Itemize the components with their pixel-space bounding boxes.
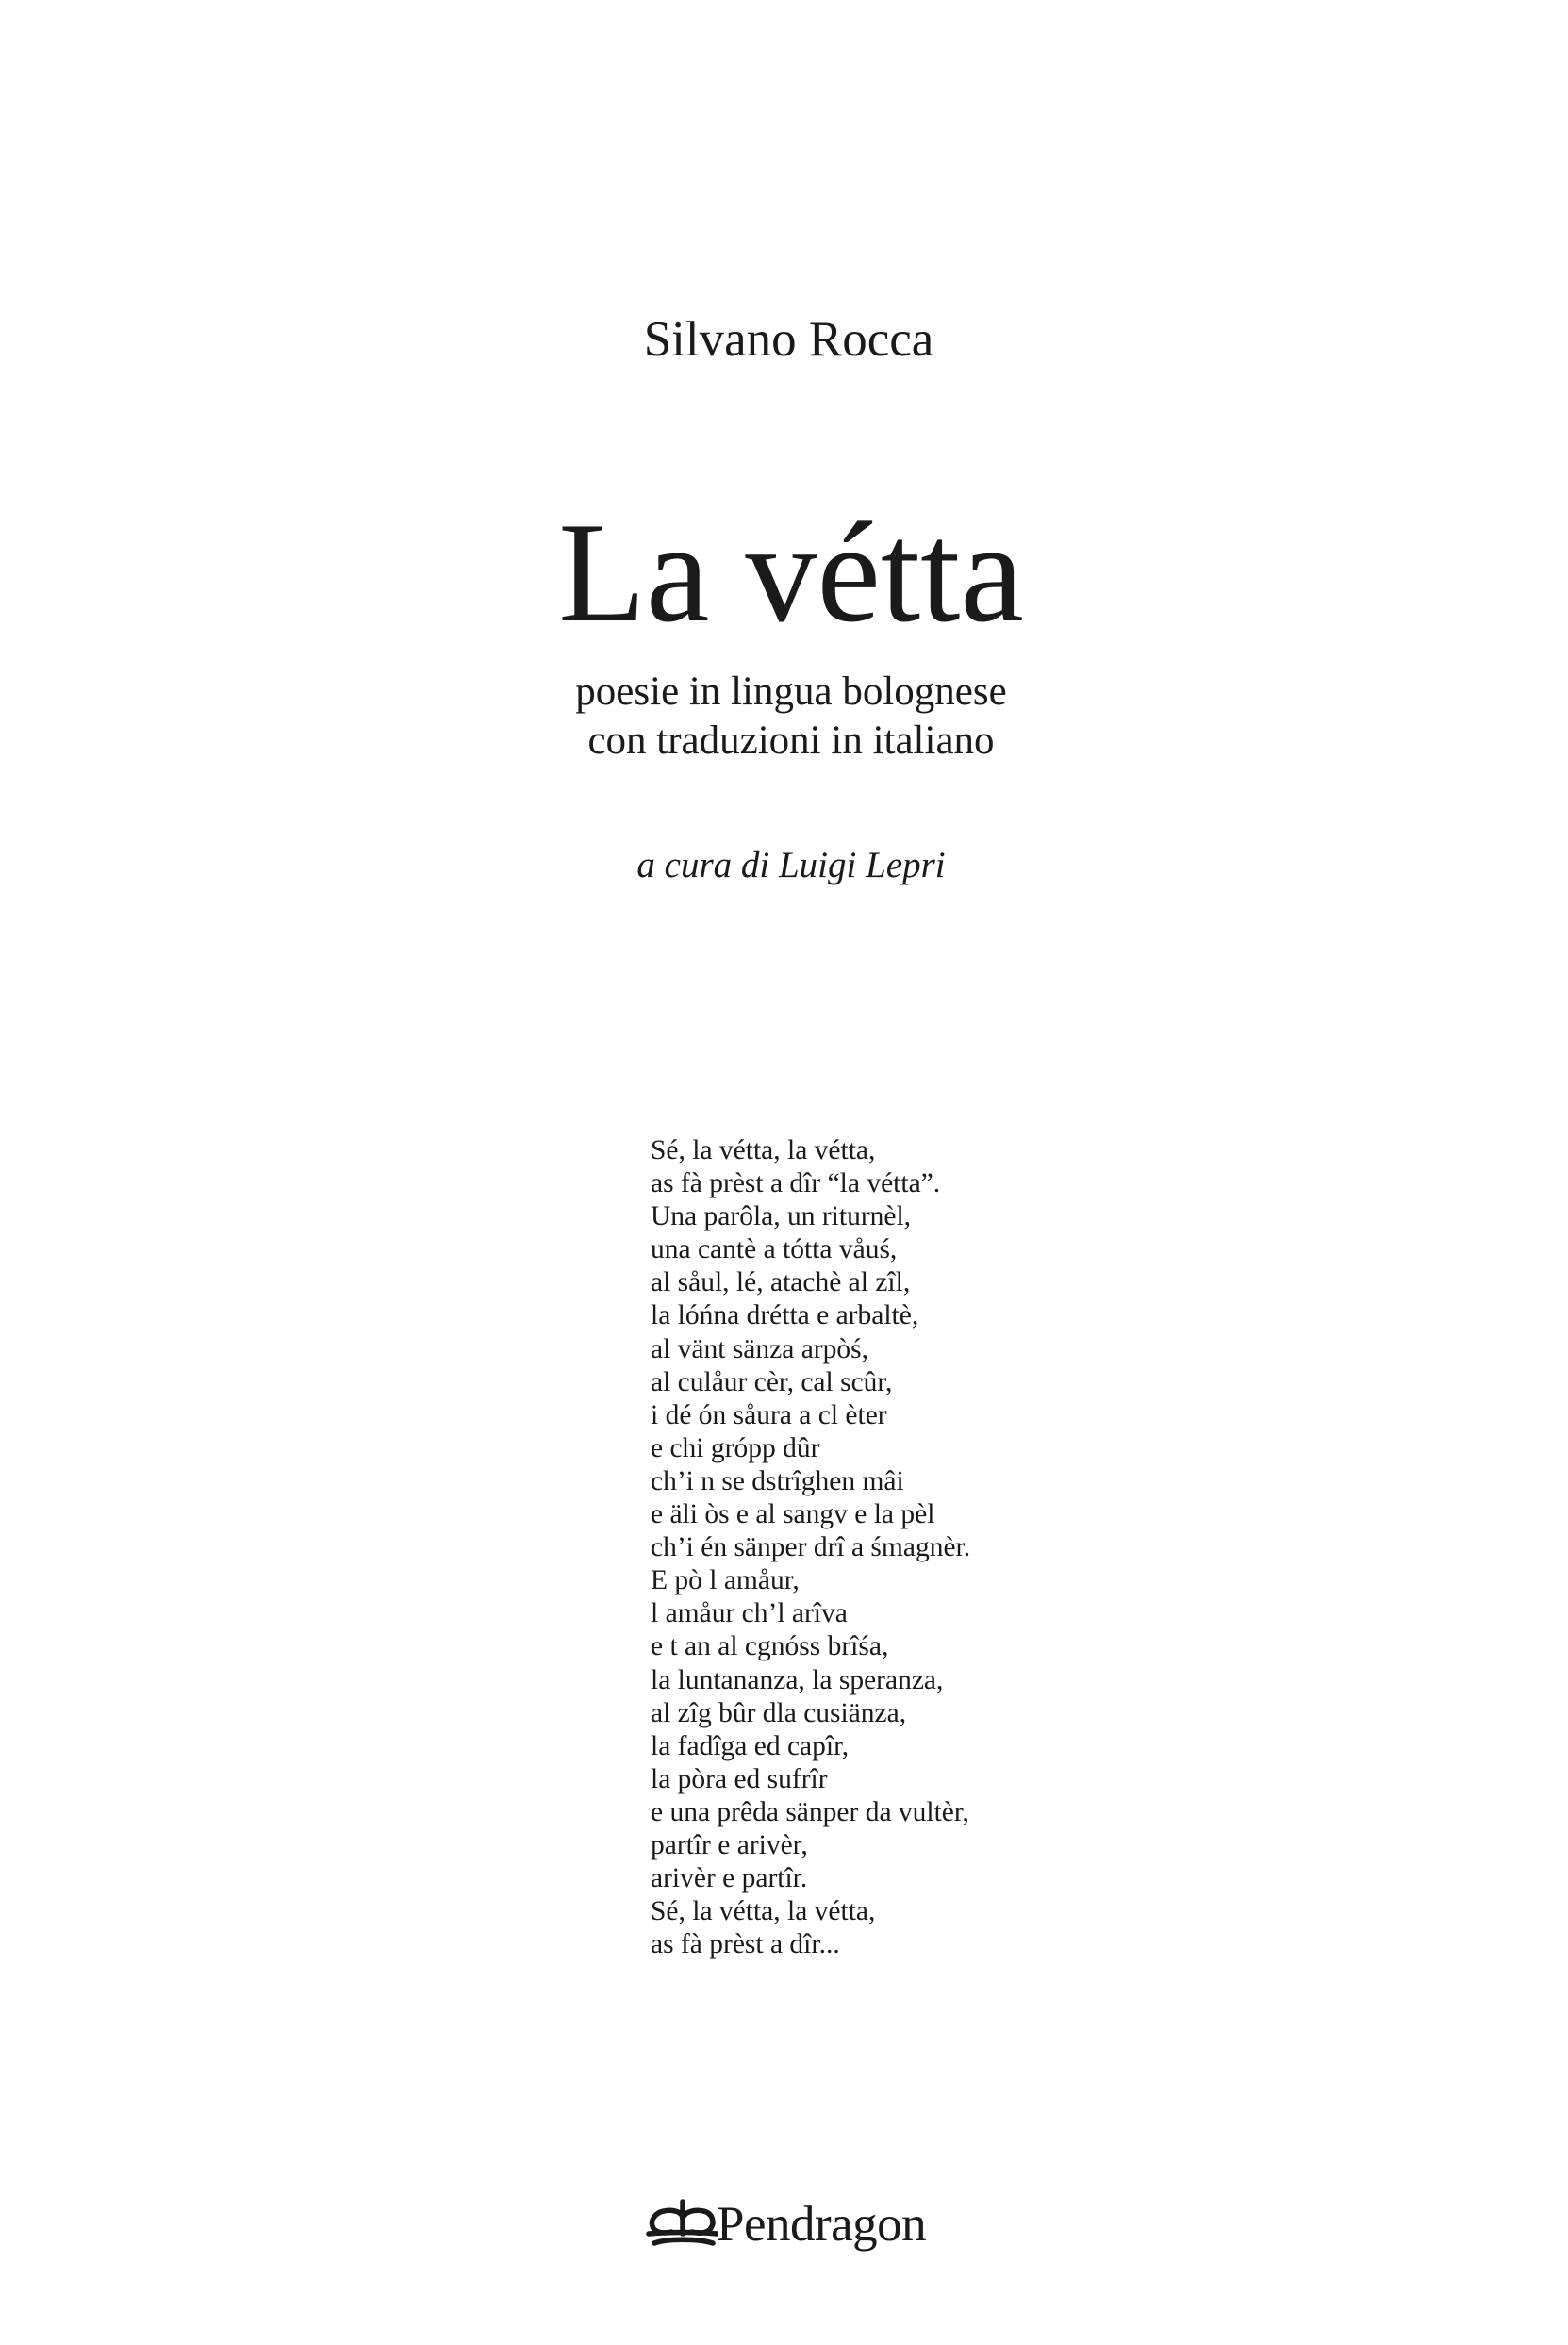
subtitle-line: con traduzioni in italiano [587,718,995,763]
book-title: La vétta [558,493,1024,652]
poem-line: la lóńna drétta e arbaltè, [651,1300,919,1331]
pendragon-logo-icon [645,2198,718,2251]
poem-line: as fà prèst a dîr... [651,1929,840,1960]
poem-line: Una parôla, un riturnèl, [651,1201,912,1232]
poem-line: Sé, la vétta, la vétta, [651,1896,876,1927]
poem-line: al zîg bûr dla cusiänza, [651,1697,907,1728]
poem-line: ch’i n se dstrîghen mâi [651,1465,904,1496]
poem-line: i dé ón såura a cl èter [651,1399,887,1430]
poem-line: e t an al cgnóss brîśa, [651,1631,889,1662]
author-name: Silvano Rocca [643,312,934,367]
poem-line: E pò l amåur, [651,1565,800,1596]
poem-line: Sé, la vétta, la vétta, [651,1135,876,1165]
poem-line: una cantè a tótta våuś, [651,1234,898,1265]
poem [651,1134,970,1961]
poem-line: la pòra ed sufrîr [651,1763,828,1794]
poem-line: al vänt sänza arpòś, [651,1333,868,1364]
poem-line: as fà prèst a dîr “la vétta”. [651,1168,941,1199]
poem-line: al culåur cèr, cal scûr, [651,1366,893,1397]
poem-line: l amåur ch’l arîva [651,1598,848,1629]
poem-line: arivèr e partîr. [651,1863,808,1894]
poem-line: e una prêda sänper da vultèr, [651,1796,969,1827]
editor-credit: a cura di Luigi Lepri [636,845,946,885]
poem-line: ch’i én sänper drî a śmagnèr. [651,1532,971,1563]
poem-line: partîr e arivèr, [651,1829,808,1860]
publisher-imprint [645,2194,926,2254]
publisher-name: Pendragon [717,2197,927,2252]
book-subtitle [0,668,1568,766]
poem-line: la fadîga ed capîr, [651,1730,850,1761]
poem-line: e äli òs e al sangv e la pèl [651,1499,935,1530]
poem-line: e chi grópp dûr [651,1432,820,1463]
poem-line: al såul, lé, atachè al zîl, [651,1267,911,1298]
poem-line: la luntananza, la speranza, [651,1664,944,1695]
subtitle-line: poesie in lingua bolognese [575,669,1007,714]
